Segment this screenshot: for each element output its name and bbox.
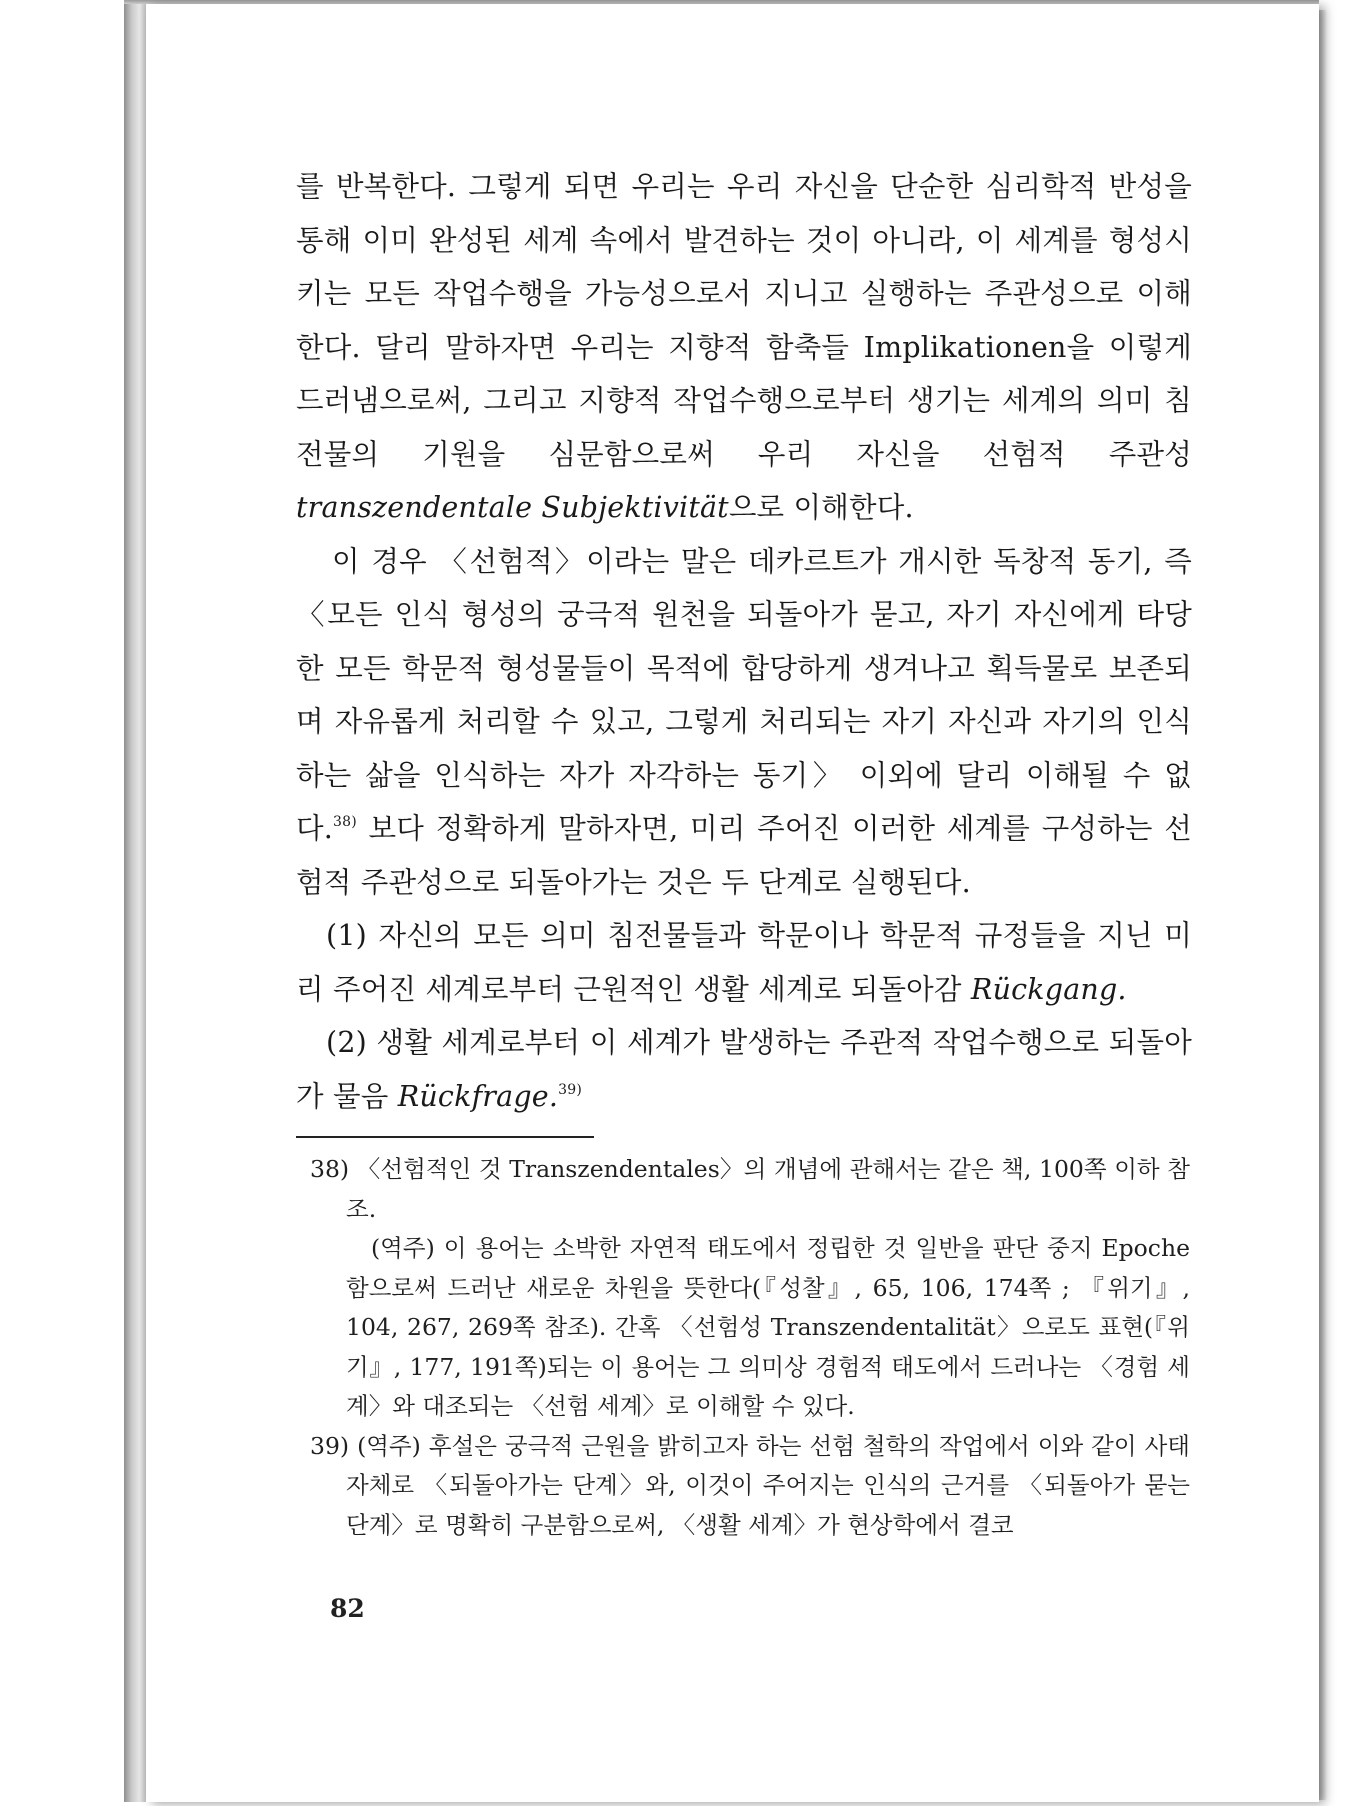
step-2-text: (2) 생활 세계로부터 이 세계가 발생하는 주관적 작업수행으로 되돌아가 물음 xyxy=(296,1026,1192,1113)
paragraph-2 xyxy=(296,535,1192,910)
footnote-ref-38[interactable]: 38) xyxy=(333,814,357,830)
page-number: 82 xyxy=(330,1594,365,1623)
footnotes xyxy=(310,1150,1190,1545)
step-1-text: (1) 자신의 모든 의미 침전물들과 학문이나 학문적 규정들을 지닌 미리 주어진 세계로부터 근원적인 생활 세계로 되돌아감 xyxy=(296,919,1192,1006)
paragraph-2-text: 이 경우 〈선험적〉이라는 말은 데카르트가 개시한 독창적 동기, 즉 〈모든 인식 형성의 궁극적 원천을 되돌아가 묻고, 자기 자신에게 타당한 모든 학문적 형성물들이 목적에 합당하게 생겨나고 획득물로 보존되며 자유롭게 처리할 수 있고, 그렇게 처리되는 자기 자신과 자기의 인식하는 삶을 인식하는 자가 자각하는 동기〉 이외에 달리 이해될 수 없다. xyxy=(296,544,1192,845)
paragraph-step-1 xyxy=(296,909,1192,1016)
paragraph-2-ending: 보다 정확하게 말하자면, 미리 주어진 이러한 세계를 구성하는 선험적 주관성으로 되돌아가는 것은 두 단계로 실행된다. xyxy=(296,812,1192,899)
footnote-38: 38) 〈선험적인 것 Transzendentales〉의 개념에 관해서는 같은 책, 100쪽 이하 참조. xyxy=(310,1155,1190,1223)
book-spine xyxy=(124,4,146,1802)
paragraph-1 xyxy=(296,160,1192,535)
paragraph-1-text: 를 반복한다. 그렇게 되면 우리는 우리 자신을 단순한 심리학적 반성을 통해 이미 완성된 세계 속에서 발견하는 것이 아니라, 이 세계를 형성시키는 모든 작업수행을 가능성으로서 지니고 실행하는 주관성으로 이해한다. 달리 말하자면 우리는 지향적 함축들 Implikationen을 이렇게 드러냄으로써, 그리고 지향적 작업수행으로부터 생기는 세계의 의미 침전물의 기원을 심문함으로써 우리 자신을 선험적 주관성 xyxy=(296,170,1192,471)
paragraph-step-2 xyxy=(296,1016,1192,1123)
term-rueckgang: Rückgang. xyxy=(970,972,1127,1006)
term-rueckfrage: Rückfrage. xyxy=(397,1079,559,1113)
main-text xyxy=(296,160,1192,1123)
term-transzendentale-subjektivitaet: transzendentale Subjektivität xyxy=(296,491,729,524)
page-shadow xyxy=(1319,10,1327,1800)
footnote-39: 39) (역주) 후설은 궁극적 근원을 밝히고자 하는 선험 철학의 작업에서 이와 같이 사태 자체로 〈되돌아가는 단계〉와, 이것이 주어지는 인식의 근거를 〈되돌아가 묻는 단계〉로 명확히 구분함으로써, 〈생활 세계〉가 현상학에서 결코 xyxy=(310,1431,1190,1539)
footnote-ref-39[interactable]: 39) xyxy=(558,1081,582,1098)
paragraph-1-ending: 으로 이해한다. xyxy=(728,491,914,524)
footnote-38-translator-note: (역주) 이 용어는 소박한 자연적 태도에서 정립한 것 일반을 판단 중지 Epoche함으로써 드러난 새로운 차원을 뜻한다(『성찰』, 65, 106, 174쪽 ; 『위기』, 104, 267, 269쪽 참조). 간혹 〈선험성 Transzendentalität〉으로도 표현(『위기』, 177, 191쪽)되는 이 용어는 그 의미상 경험적 태도에서 드러나는 〈경험 세계〉와 대조되는 〈선험 세계〉로 이해할 수 있다. xyxy=(346,1234,1190,1420)
footnote-separator xyxy=(296,1136,594,1138)
